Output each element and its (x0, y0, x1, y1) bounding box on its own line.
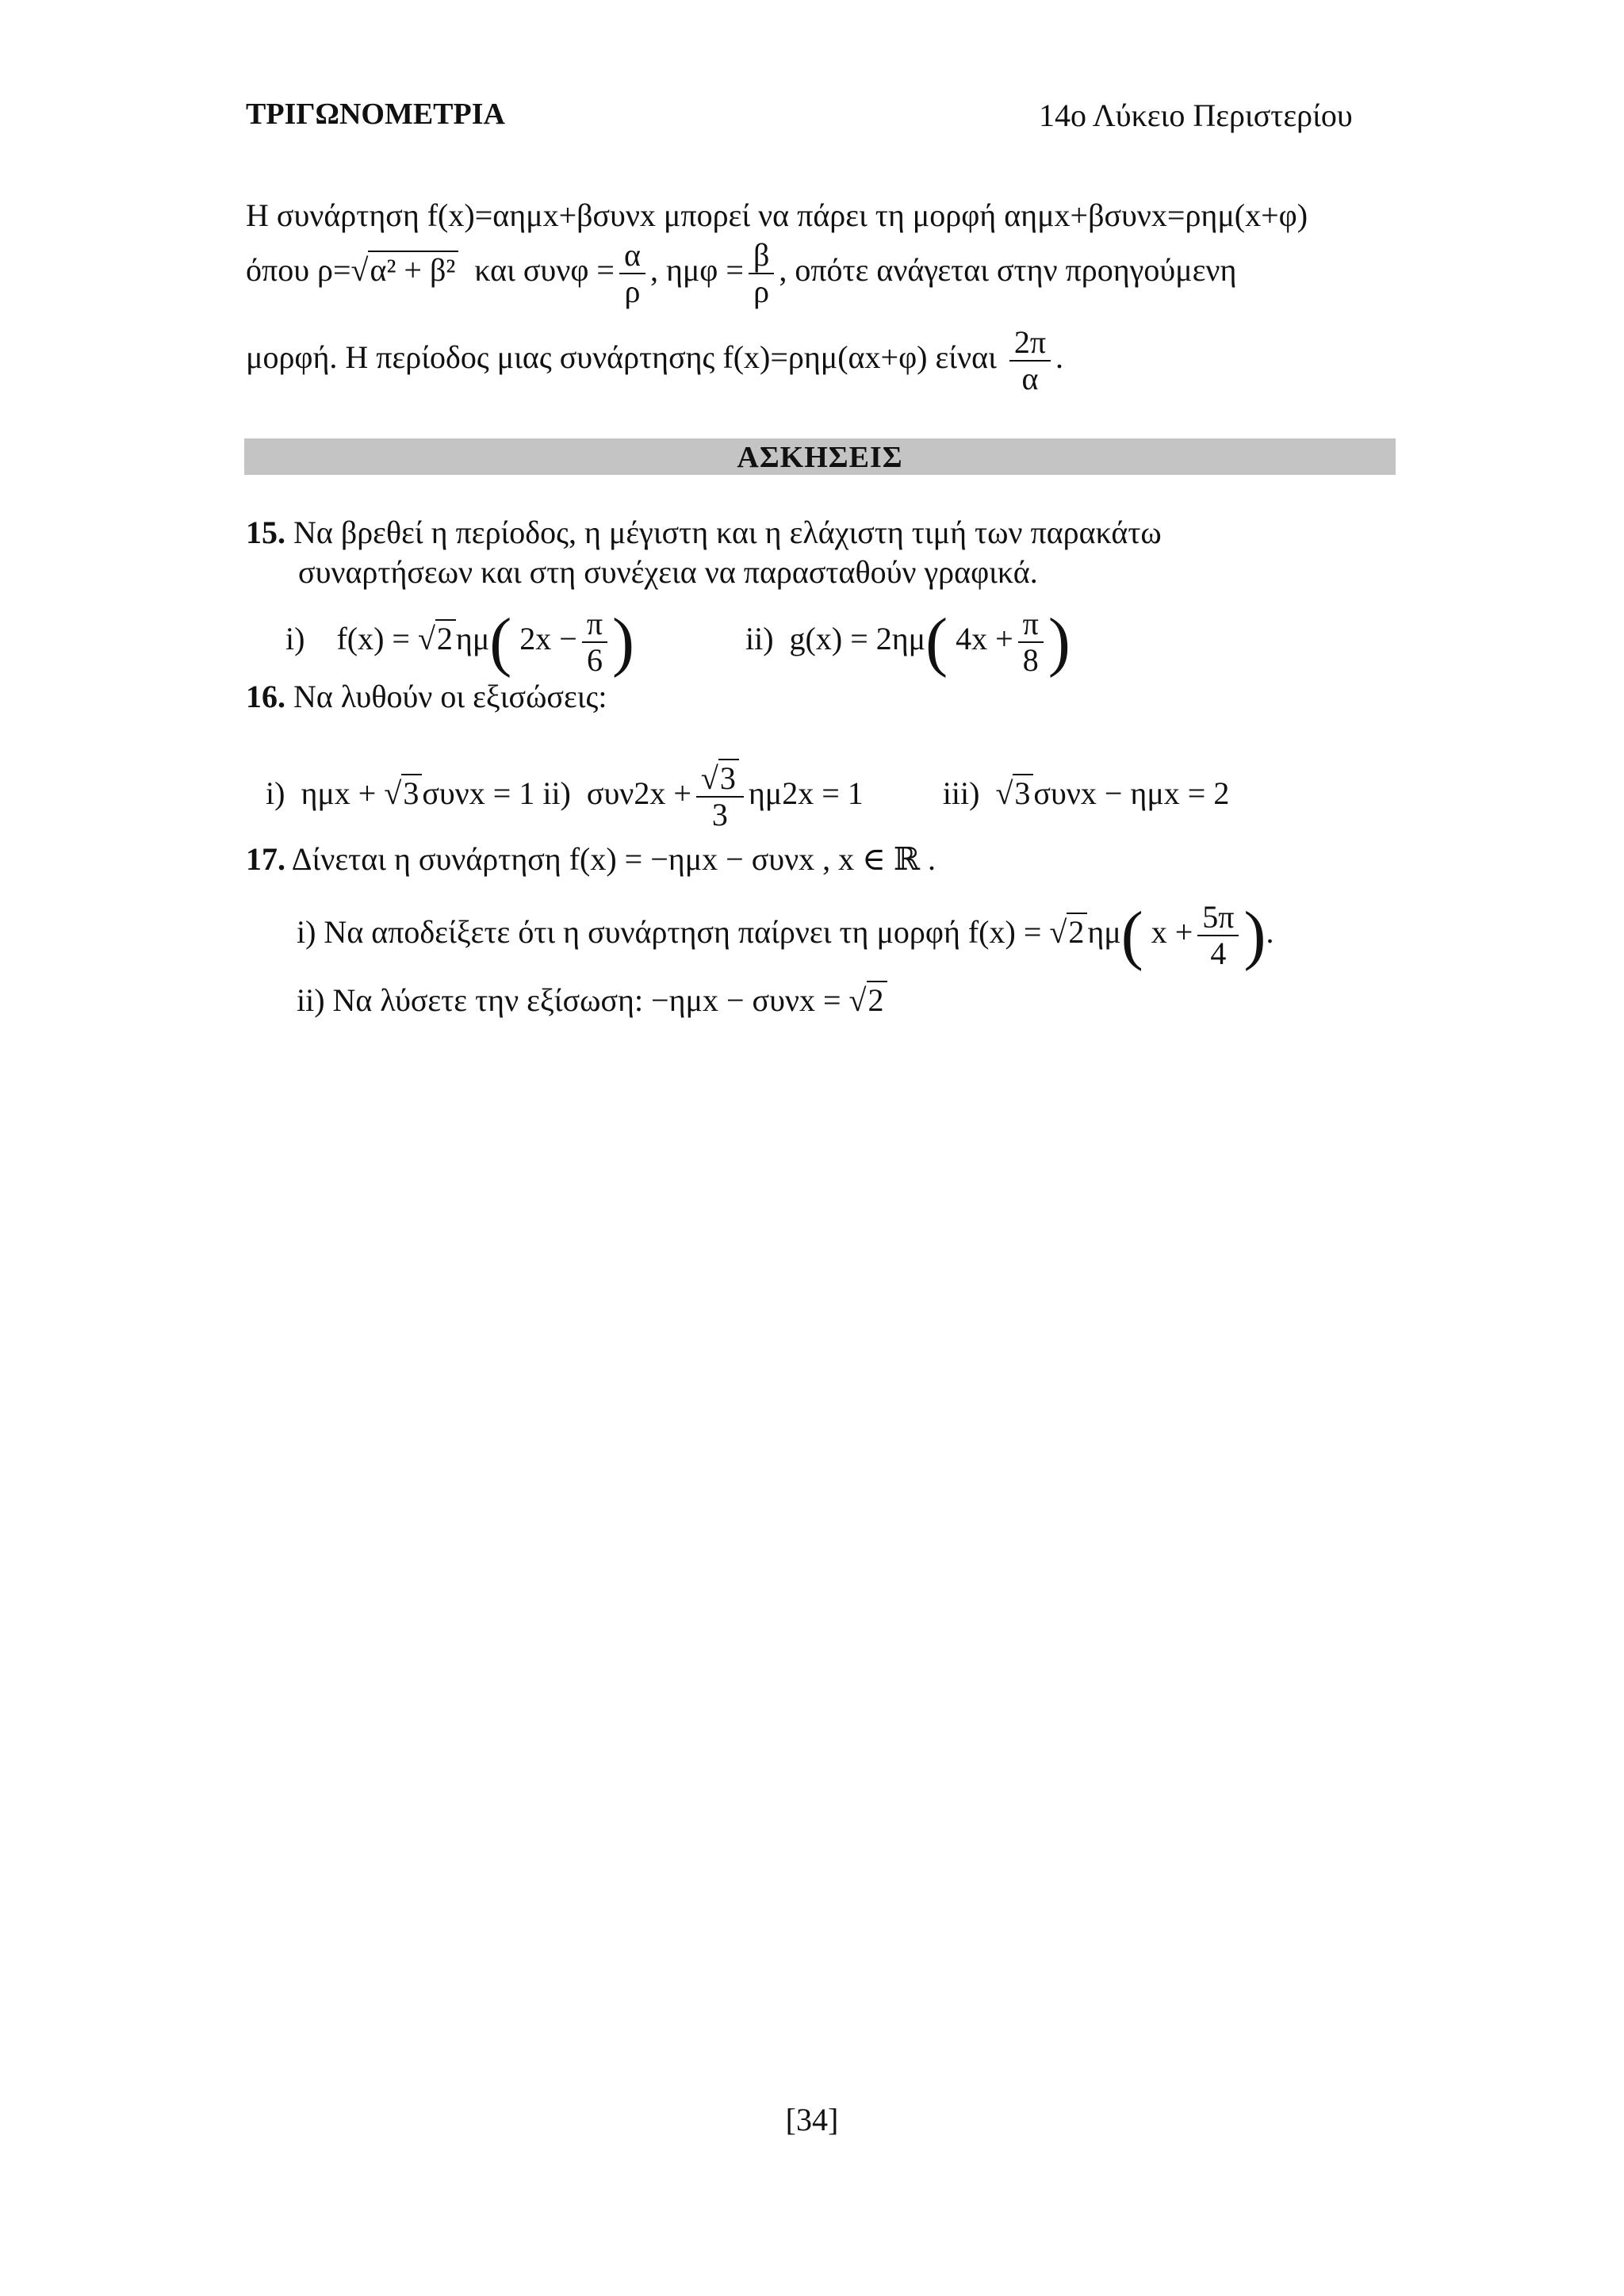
ex15-i-rparen: ) (612, 605, 635, 679)
ex17-i-text: i) Να αποδείξετε ότι η συνάρτηση παίρνει τη μορφή f(x) = (297, 914, 1042, 951)
ex15-item-i (285, 607, 634, 678)
intro-line-2-cos: και συνφ = (474, 252, 615, 289)
ex17-ii-sqrt: √2 (849, 982, 887, 1019)
ex15-ii-label: ii) (745, 621, 774, 657)
section-band (244, 438, 1396, 475)
ex17-item-i (297, 900, 1274, 971)
ex17-i-frac-den: 4 (1197, 935, 1239, 971)
ex15-line-1 (246, 514, 1162, 551)
ex16-iii-b: συνx − ημx = 2 (1033, 775, 1230, 812)
period-frac-num: 2π (1013, 324, 1047, 360)
ex16-iii-sqrt-rad: 3 (1013, 774, 1033, 811)
ex16-iii-sqrt: √3 (995, 775, 1033, 812)
ex17-i-sqrt: √2 (1049, 913, 1087, 951)
ex15-ii-lparen: ( (925, 605, 948, 679)
ex16-i-sqrt-rad: 3 (401, 774, 422, 811)
sin-frac-den: ρ (749, 273, 774, 309)
sin-frac-num: β (753, 237, 770, 273)
ex17-number: 17. (246, 841, 285, 877)
ex15-ii-fraction (1018, 607, 1044, 678)
ex16-ii-num-sqrt: √3 (701, 761, 739, 796)
ex15-ii-rparen: ) (1048, 605, 1071, 679)
ex15-ii-frac-den: 8 (1018, 641, 1044, 678)
header-title: ΤΡΙΓΩΝΟΜΕΤΡΙΑ (246, 98, 505, 131)
ex16-ii-frac-num (696, 761, 744, 796)
ex16-equations (266, 761, 1229, 832)
sin-fraction (749, 238, 774, 309)
ex15-number: 15. (246, 515, 285, 550)
ex15-text-1: Να βρεθεί η περίοδος, η μέγιστη και η ελάχιστη τιμή των παρακάτω (293, 515, 1162, 550)
intro-line-2 (246, 238, 1236, 309)
ex16-ii-fraction (696, 761, 744, 832)
ex16-text: Να λυθούν οι εξισώσεις: (293, 679, 607, 714)
ex15-i-frac-den: 6 (582, 641, 607, 678)
ex15-ii-frac-num: π (1022, 606, 1039, 641)
ex16-ii-num-sqrt-rad: 3 (718, 759, 739, 796)
ex17-ii-text: ii) Να λύσετε την εξίσωση: −ημx − συνx = (297, 982, 841, 1018)
ex15-i-lparen: ( (489, 605, 512, 679)
ex17-i-func: ημ (1087, 914, 1121, 951)
ex15-i-fraction (582, 607, 607, 678)
ex17-i-sqrt-rad: 2 (1067, 913, 1087, 950)
cos-frac-den: ρ (619, 273, 645, 309)
ex17-i-frac-num: 5π (1202, 899, 1235, 935)
ex15-ii-lhs: g(x) = 2ημ (789, 621, 926, 657)
ex15-i-sqrt-rad: 2 (435, 619, 456, 656)
ex16-ii-a: συν2x + (586, 775, 691, 812)
ex15-i-label: i) (285, 621, 305, 657)
rho-sqrt: √α² + β² (351, 251, 459, 289)
ex16-i-label: i) (266, 775, 285, 812)
ex16-number: 16. (246, 679, 285, 714)
ex15-i-frac-num: π (586, 606, 603, 641)
ex15-item-ii (745, 607, 1071, 678)
header-school: 14ο Λύκειο Περιστερίου (1039, 98, 1353, 133)
ex16-iii-label: iii) (942, 775, 980, 812)
page-number: [34] (785, 2102, 839, 2137)
ex16-ii-label: ii) (542, 775, 571, 812)
ex15-i-sqrt: √2 (418, 620, 456, 657)
period-frac-den: α (1009, 360, 1051, 396)
ex16-i-a: ημx + (301, 775, 377, 812)
intro-line-2-end: , οπότε ανάγεται στην προηγούμενη (779, 252, 1237, 289)
ex17-i-inner: x + (1151, 914, 1193, 951)
ex16-ii-frac-den: 3 (696, 796, 744, 832)
ex16-line (246, 678, 607, 715)
intro-line-3-text: μορφή. Η περίοδος μιας συνάρτησης f(x)=ρημ(αx+φ) είναι (246, 339, 997, 376)
ex15-ii-inner: 4x + (956, 621, 1013, 657)
intro-line-2-sin: , ημφ = (649, 252, 744, 289)
ex17-i-fraction (1197, 900, 1239, 971)
ex17-item-ii (297, 982, 887, 1019)
ex17-i-lparen: ( (1120, 898, 1143, 972)
intro-line-3 (246, 325, 1063, 396)
ex16-i-sqrt: √3 (384, 775, 422, 812)
ex15-i-inner: 2x − (519, 621, 577, 657)
ex16-ii-b: ημ2x = 1 (748, 775, 864, 812)
ex15-text-2: συναρτήσεων και στη συνέχεια να παρασταθούν γραφικά. (298, 554, 1038, 590)
ex17-text: Δίνεται η συνάρτηση f(x) = −ημx − συνx , x ∈ ℝ . (291, 841, 936, 877)
ex17-ii-sqrt-rad: 2 (867, 981, 887, 1018)
rho-radicand: α² + β² (368, 251, 458, 288)
intro-line-2-start: όπου ρ= (246, 252, 351, 289)
ex17-line (246, 840, 936, 878)
ex15-i-func: ημ (455, 621, 490, 657)
ex17-i-rparen: ) (1243, 898, 1266, 972)
ex15-i-lhs: f(x) = (336, 621, 410, 657)
period-fraction (1009, 325, 1051, 396)
section-title: ΑΣΚΗΣΕΙΣ (737, 441, 903, 474)
intro-line-3-end: . (1055, 339, 1064, 376)
intro-line-1: Η συνάρτηση f(x)=αημx+βσυνx μπορεί να πάρει τη μορφή αημx+βσυνx=ρημ(x+φ) (246, 197, 1308, 233)
ex16-i-b: συνx = 1 (422, 775, 535, 812)
cos-fraction (619, 238, 645, 309)
ex17-i-end: . (1266, 914, 1274, 951)
cos-frac-num: α (623, 237, 641, 273)
